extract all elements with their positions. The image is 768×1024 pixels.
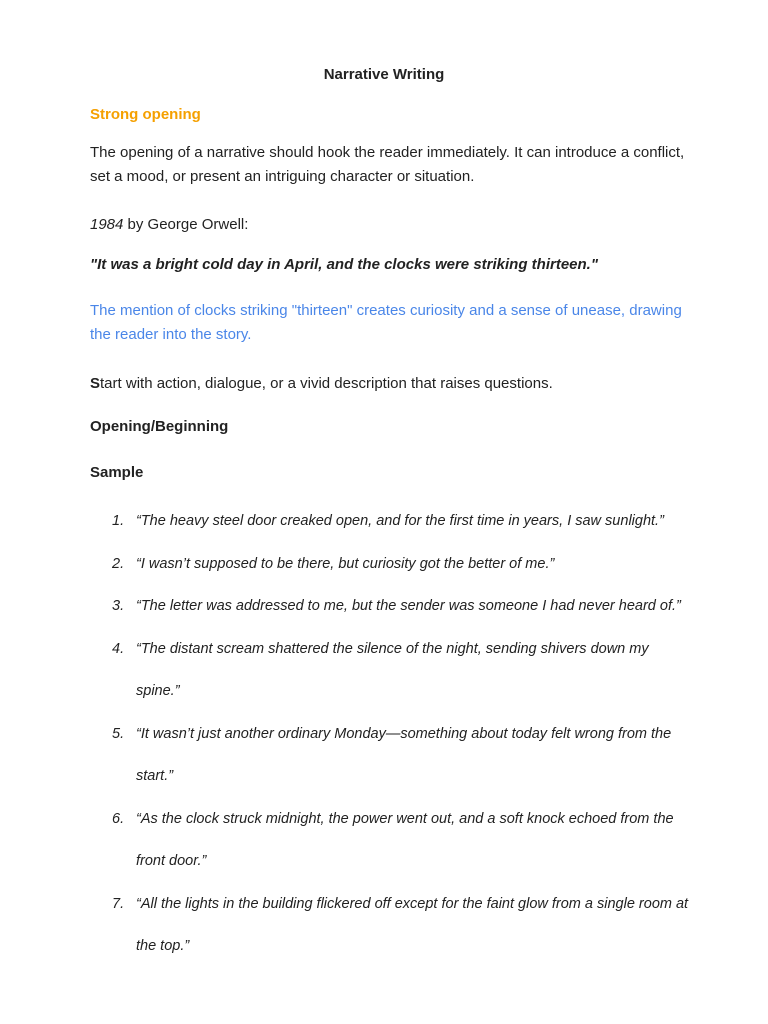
sample-text: “As the clock struck midnight, the power went out, and a soft knock echoed from the front door.” [136,810,674,869]
sample-number: 5. [112,725,125,742]
sample-item [90,883,690,968]
sample-number: 4. [112,640,125,657]
sample-item [90,713,690,798]
intro-paragraph: The opening of a narrative should hook the reader immediately. It can introduce a conflict, set a mood, or present an intriguing character or situation. [90,144,685,185]
quote-analysis: The mention of clocks striking "thirteen" creates curiosity and a sense of unease, drawing the reader into the story. [90,302,682,343]
sample-number: 3. [112,598,125,614]
action-tip-first-letter: S [90,375,101,392]
sample-text: “The distant scream shattered the silence of the night, sending shivers down my spine.” [136,640,649,699]
sample-text: “The heavy steel door creaked open, and for the first time in years, I saw sunlight.” [136,513,664,529]
opening-beginning-heading: Opening/Beginning [90,418,229,435]
sample-number: 2. [112,555,125,572]
sample-number: 7. [112,895,125,912]
sample-number: 6. [112,810,125,827]
sample-text: “All the lights in the building flickered off except for the faint glow from a single room at the top.” [136,895,689,954]
sample-text: “The letter was addressed to me, but the sender was someone I had never heard of.” [136,598,681,614]
orwell-quote: "It was a bright cold day in April, and the clocks were striking thirteen." [90,256,598,273]
sample-item [90,628,690,713]
document-title: Narrative Writing [323,66,445,83]
book-author: by George Orwell: [123,216,249,233]
sample-item [90,798,690,883]
book-reference [90,213,690,237]
sample-list [90,500,690,968]
section-heading-strong-opening: Strong opening [90,106,201,123]
sample-number: 1. [112,513,125,529]
sample-heading: Sample [90,464,144,481]
sample-text: “I wasn’t supposed to be there, but curiosity got the better of me.” [136,555,555,572]
sample-item [90,500,690,543]
action-tip-text: tart with action, dialogue, or a vivid description that raises questions. [100,375,553,392]
sample-text: “It wasn’t just another ordinary Monday—something about today felt wrong from the start.” [136,725,672,784]
sample-item [90,585,690,628]
book-title: 1984 [90,216,124,233]
sample-item [90,543,690,586]
action-tip [90,372,690,396]
